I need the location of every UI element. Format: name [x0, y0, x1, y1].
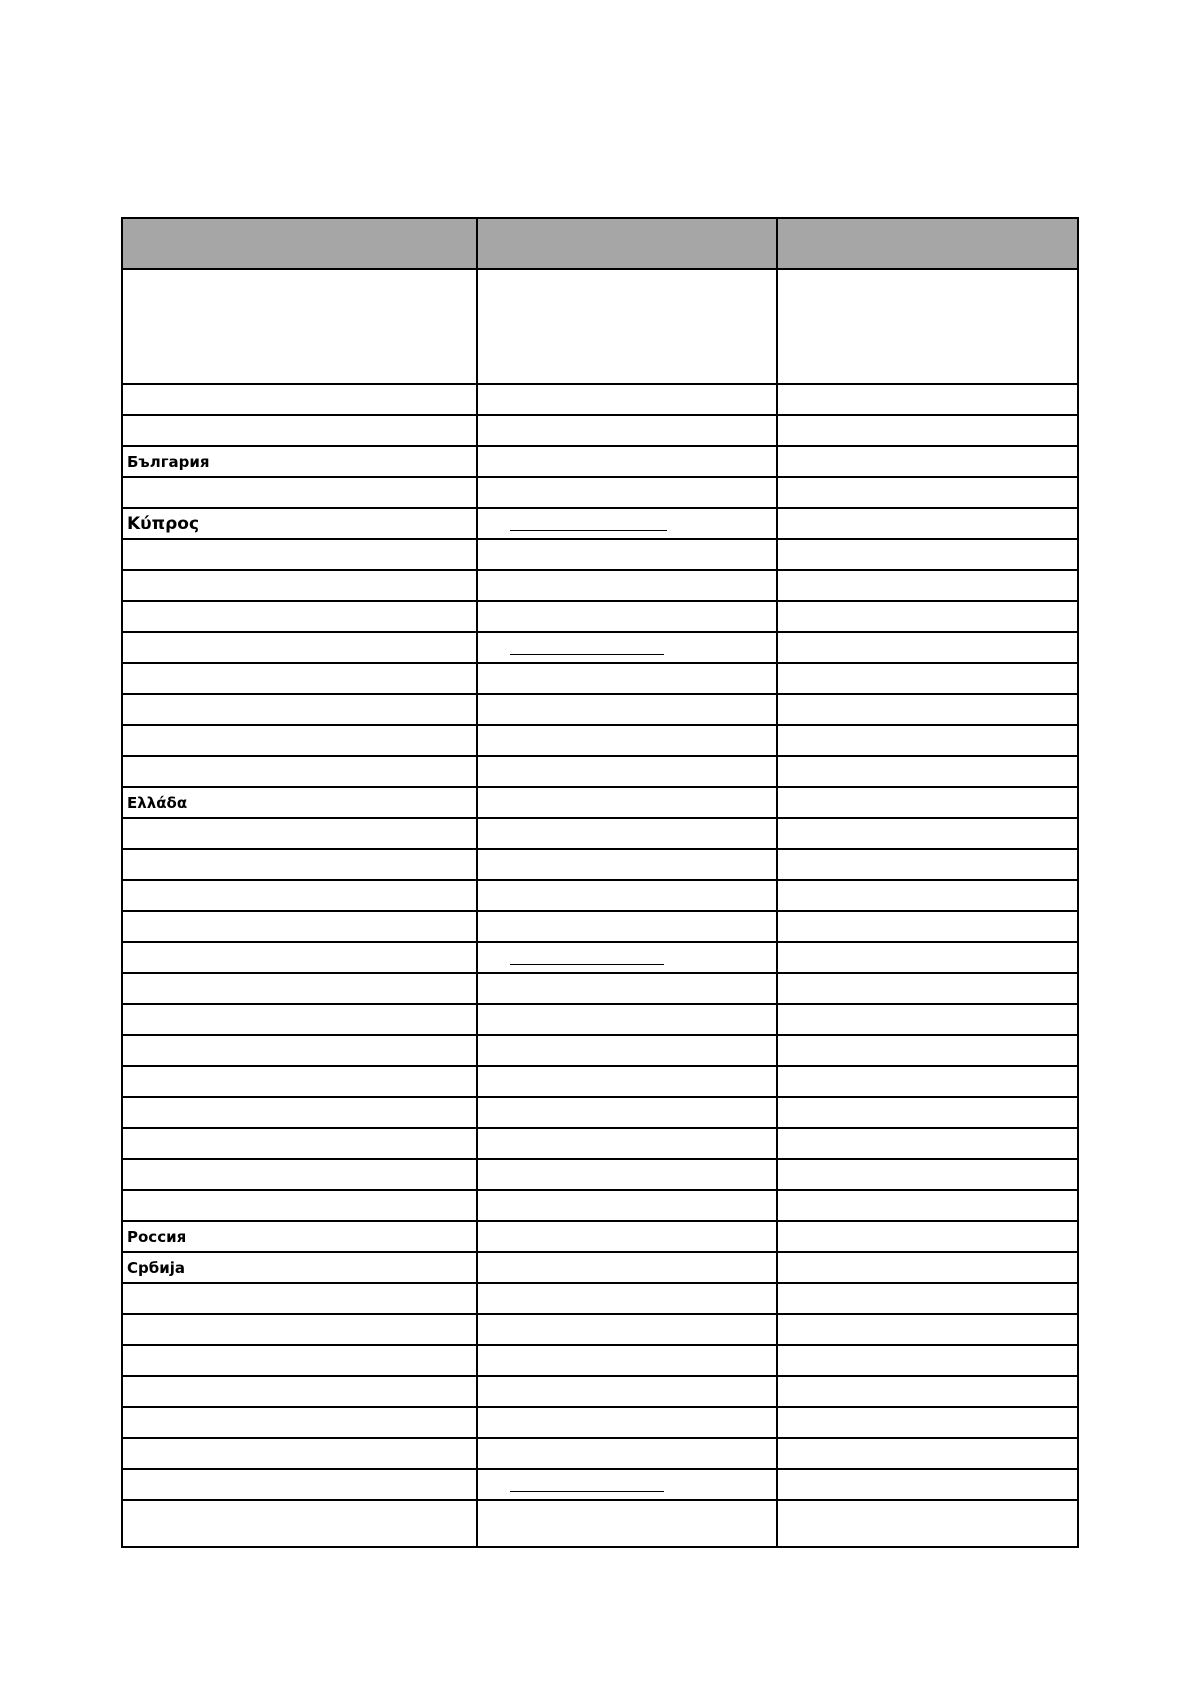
table-row	[122, 725, 1078, 756]
table-row	[122, 973, 1078, 1004]
table-row	[122, 539, 1078, 570]
table-row	[122, 1035, 1078, 1066]
country-label-bulgaria: България	[122, 446, 477, 477]
table-row	[122, 1438, 1078, 1469]
header-cell-1	[122, 218, 477, 269]
table-row	[122, 269, 1078, 384]
table-row	[122, 1283, 1078, 1314]
table-row	[122, 1376, 1078, 1407]
country-label-russia: Россия	[122, 1221, 477, 1252]
table-row	[122, 415, 1078, 446]
table-row	[122, 849, 1078, 880]
table-row	[122, 787, 1078, 818]
table-row	[122, 911, 1078, 942]
table-row	[122, 1252, 1078, 1283]
header-cell-2	[477, 218, 777, 269]
country-label-greece: Ελλάδα	[122, 787, 477, 818]
table-row	[122, 1314, 1078, 1345]
table-row	[122, 1345, 1078, 1376]
table-row	[122, 1066, 1078, 1097]
table-row	[122, 384, 1078, 415]
header-cell-3	[777, 218, 1078, 269]
table-row	[122, 1128, 1078, 1159]
table-row	[122, 880, 1078, 911]
table-row	[122, 1097, 1078, 1128]
table-row	[122, 942, 1078, 973]
country-table	[121, 217, 1079, 1548]
table-row	[122, 1469, 1078, 1500]
link-underline[interactable]	[510, 1491, 664, 1492]
table-row	[122, 1190, 1078, 1221]
link-underline[interactable]	[510, 964, 664, 965]
table-row	[122, 1407, 1078, 1438]
table-row	[122, 601, 1078, 632]
country-label-cyprus: Κύπρος	[122, 508, 477, 539]
table-row	[122, 570, 1078, 601]
table-row	[122, 1500, 1078, 1547]
link-underline[interactable]	[510, 530, 667, 531]
table-row	[122, 818, 1078, 849]
table-row	[122, 756, 1078, 787]
table-row	[122, 663, 1078, 694]
table-row	[122, 1221, 1078, 1252]
table-row	[122, 1004, 1078, 1035]
link-underline[interactable]	[510, 654, 664, 655]
header-row	[122, 218, 1078, 269]
table-row	[122, 632, 1078, 663]
table-row	[122, 1159, 1078, 1190]
country-label-serbia: Србија	[122, 1252, 477, 1283]
table-row	[122, 508, 1078, 539]
table-row	[122, 477, 1078, 508]
table-row	[122, 446, 1078, 477]
table-row	[122, 694, 1078, 725]
